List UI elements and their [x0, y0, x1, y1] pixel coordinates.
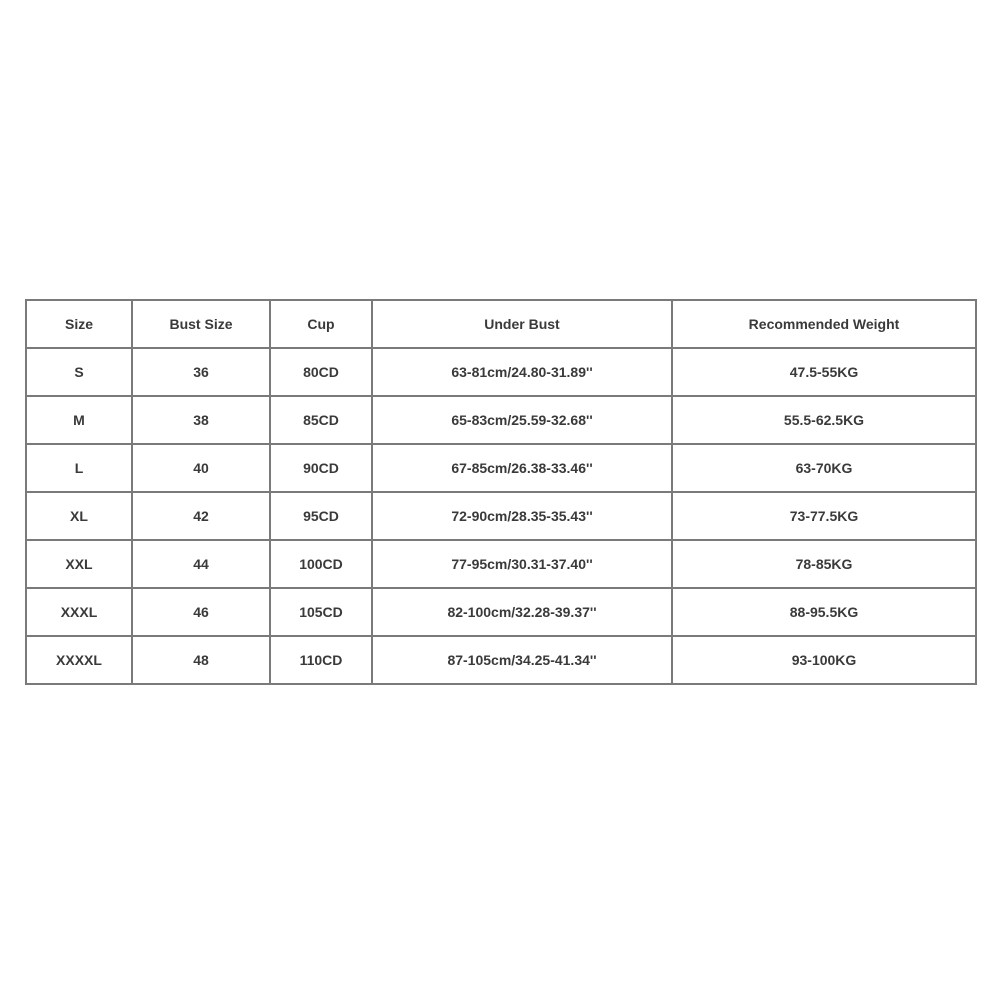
cell-under-bust: 72-90cm/28.35-35.43'': [372, 492, 672, 540]
header-size: Size: [26, 300, 132, 348]
cell-recommended-weight: 47.5-55KG: [672, 348, 976, 396]
table-row: [26, 444, 976, 492]
cell-cup: 100CD: [270, 540, 372, 588]
header-cup: Cup: [270, 300, 372, 348]
cell-under-bust: 67-85cm/26.38-33.46'': [372, 444, 672, 492]
cell-size: XXL: [26, 540, 132, 588]
table-row: [26, 588, 976, 636]
cell-bust-size: 38: [132, 396, 270, 444]
cell-bust-size: 48: [132, 636, 270, 684]
header-recommended-weight: Recommended Weight: [672, 300, 976, 348]
cell-size: S: [26, 348, 132, 396]
cell-bust-size: 46: [132, 588, 270, 636]
cell-cup: 95CD: [270, 492, 372, 540]
header-row: [26, 300, 976, 348]
header-bust-size: Bust Size: [132, 300, 270, 348]
cell-under-bust: 82-100cm/32.28-39.37'': [372, 588, 672, 636]
cell-size: XL: [26, 492, 132, 540]
cell-recommended-weight: 63-70KG: [672, 444, 976, 492]
cell-cup: 110CD: [270, 636, 372, 684]
cell-cup: 80CD: [270, 348, 372, 396]
cell-size: XXXL: [26, 588, 132, 636]
cell-bust-size: 40: [132, 444, 270, 492]
header-under-bust: Under Bust: [372, 300, 672, 348]
cell-size: L: [26, 444, 132, 492]
cell-under-bust: 87-105cm/34.25-41.34'': [372, 636, 672, 684]
table-row: [26, 348, 976, 396]
cell-cup: 85CD: [270, 396, 372, 444]
table-row: [26, 492, 976, 540]
cell-recommended-weight: 55.5-62.5KG: [672, 396, 976, 444]
cell-cup: 90CD: [270, 444, 372, 492]
cell-recommended-weight: 73-77.5KG: [672, 492, 976, 540]
cell-recommended-weight: 88-95.5KG: [672, 588, 976, 636]
cell-size: XXXXL: [26, 636, 132, 684]
cell-bust-size: 36: [132, 348, 270, 396]
cell-size: M: [26, 396, 132, 444]
cell-bust-size: 42: [132, 492, 270, 540]
size-chart-table: [25, 299, 977, 685]
cell-cup: 105CD: [270, 588, 372, 636]
cell-under-bust: 63-81cm/24.80-31.89'': [372, 348, 672, 396]
cell-recommended-weight: 78-85KG: [672, 540, 976, 588]
table-row: [26, 636, 976, 684]
cell-under-bust: 77-95cm/30.31-37.40'': [372, 540, 672, 588]
cell-bust-size: 44: [132, 540, 270, 588]
table-row: [26, 396, 976, 444]
cell-recommended-weight: 93-100KG: [672, 636, 976, 684]
table-row: [26, 540, 976, 588]
cell-under-bust: 65-83cm/25.59-32.68'': [372, 396, 672, 444]
